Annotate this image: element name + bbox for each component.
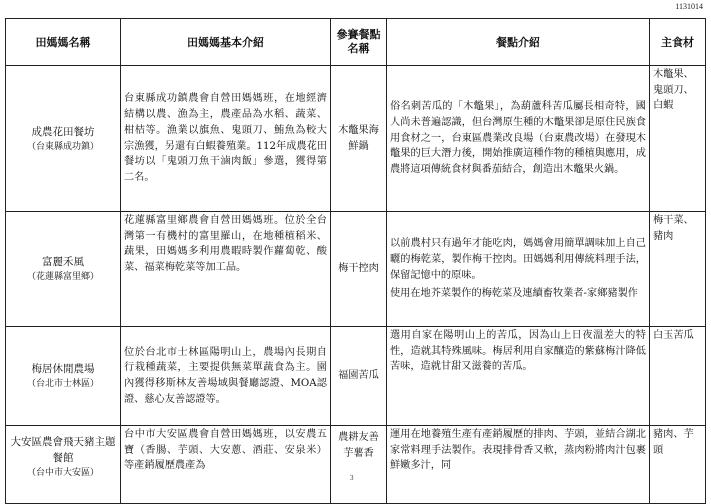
dish-name: 梅干控肉 bbox=[331, 212, 387, 327]
dish-intro: 俗名刺苦瓜的「木鼈果」，為葫蘆科苦瓜屬長相奇特，國人尚未普遍認識，但台灣原生種的木鼈果卻是原住民族食用食材之一，台東區農業改良場（台東農改場）在發現木鼈果的巨大潛力後，開始推廣這種作物的種植與應用，成農將這項傳統食材與番茄結合，創造出木鼈果火鍋。 bbox=[387, 66, 650, 212]
restaurant-cell bbox=[6, 66, 121, 212]
table-row bbox=[6, 426, 706, 504]
header-dish: 參賽餐點名稱 bbox=[331, 19, 387, 66]
tian-mama-table bbox=[5, 18, 706, 504]
restaurant-intro: 位於台北市士林區陽明山上，農場內長期自行栽種蔬菜，主要提供無菜單蔬食為主。園內獲得移斯林友善場域與餐廳認證、MOA認證、慈心友善認證等。 bbox=[121, 327, 331, 426]
main-ingredients: 木鼈果、鬼頭刀、白蝦 bbox=[650, 66, 706, 212]
restaurant-intro: 台中市大安區農會自營田媽媽班，以安農五寶（香腸、芋頭、大安蔥、酒莊、安泉米）等產銷履歷農產為 bbox=[121, 426, 331, 504]
restaurant-name: 成農花田餐坊 bbox=[31, 125, 95, 138]
restaurant-location: （台北市士林區） bbox=[26, 379, 99, 389]
table-row bbox=[6, 212, 706, 327]
dish-intro: 運用在地養殖生產有產銷履歷的排肉、芋頭，並結合湖北家常料理手法製作。表現排骨香又軟，蒸肉粉將肉汁包裹鮮嫩多汁，同 bbox=[387, 426, 650, 504]
main-ingredients: 白玉苦瓜 bbox=[650, 327, 706, 426]
table-row bbox=[6, 327, 706, 426]
main-ingredients: 梅干菜、豬肉 bbox=[650, 212, 706, 327]
restaurant-name: 富麗禾風 bbox=[42, 256, 84, 268]
dish-intro-extra: 使用在地芥菜製作的梅乾菜及連續畜牧業者-家鄉豬製作 bbox=[390, 288, 638, 300]
restaurant-cell bbox=[6, 426, 121, 504]
dish-name: 福園苦瓜 bbox=[331, 327, 387, 426]
page-number: 3 bbox=[350, 474, 354, 482]
restaurant-location: （台東縣成功鎮） bbox=[26, 141, 99, 152]
table-row bbox=[6, 66, 706, 212]
restaurant-intro: 台東縣成功鎮農會自營田媽媽班，在地經濟結構以農、漁為主，農產品為水稻、蔬菜、柑桔等。漁業以旗魚、鬼頭刀、鮪魚為較大宗漁獲，另還有白蝦養殖業。112年成農花田餐坊以「鬼頭刀魚干滷肉飯」參選，獲得第二名。 bbox=[121, 66, 331, 212]
main-ingredients: 豬肉、芋頭 bbox=[650, 426, 706, 504]
dish-name: 農耕友善芋薯香 bbox=[331, 426, 387, 504]
header-name: 田媽媽名稱 bbox=[6, 19, 121, 66]
header-intro: 田媽媽基本介紹 bbox=[121, 19, 331, 66]
dish-intro-cell bbox=[387, 212, 650, 327]
restaurant-intro: 花蓮縣富里鄉農會自營田媽媽班。位於全台灣第一有機村的富里羅山，在地種植稻米、蔬果，田媽媽多利用農暇時製作蘿蔔乾、酸菜、福菜梅乾菜等加工品。 bbox=[121, 212, 331, 327]
dish-intro: 選用自家在陽明山上的苦瓜，因為山上日夜溫差大的特性，造就其特殊風味。梅居利用自家釀造的紫蘇梅汁降低苦味，造就甘甜又滋養的苦瓜。 bbox=[387, 327, 650, 426]
document-number: 1131014 bbox=[675, 2, 703, 11]
restaurant-cell bbox=[6, 212, 121, 327]
restaurant-cell bbox=[6, 327, 121, 426]
dish-intro: 以前農村只有過年才能吃肉，媽媽會用簡單調味加上自己曬的梅乾菜，製作梅干控肉。田媽媽利用傳統料理手法，保留記憶中的原味。 bbox=[390, 238, 646, 281]
restaurant-name: 大安區農會飛天豬主題餐館 bbox=[10, 436, 116, 464]
dish-name: 木鼈果海鮮鍋 bbox=[331, 66, 387, 212]
restaurant-location: （台中市大安區） bbox=[26, 468, 99, 478]
header-dish-intro: 餐點介紹 bbox=[387, 19, 650, 66]
header-ingredients: 主食材 bbox=[650, 19, 706, 66]
restaurant-location: （花蓮縣富里鄉） bbox=[26, 272, 99, 282]
header-row bbox=[6, 19, 706, 66]
restaurant-name: 梅居休閒農場 bbox=[31, 363, 95, 375]
